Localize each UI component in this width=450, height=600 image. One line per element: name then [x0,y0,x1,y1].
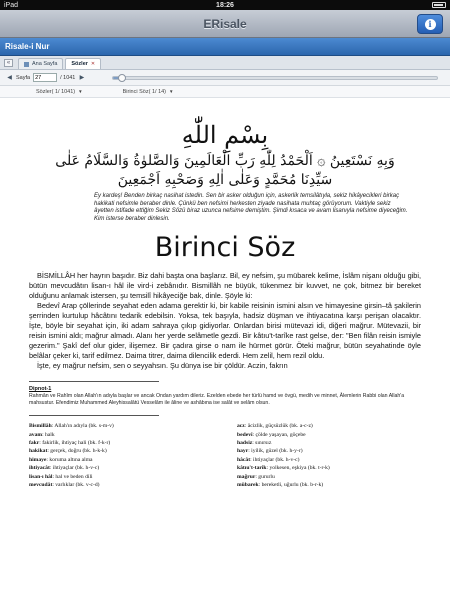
arabic-opening: وَبِهِ نَسْتَعِينُ ۞ اَلْحَمْدُ لِلّٰهِ رَبِّ الْعَالَمِينَ وَالصَّلوٰةُ وَالسَّلَامُ عَلٰى سَيِّدِنَا مُحَمَّدٍ وَعَلٰى اٰلِهِ وَصَحْبِهِ اَجْمَعِينَ [55,153,395,188]
paragraph: İşte, ey mağrur nefsim, sen o seyyahsın. Şu dünya ise bir çöldür. Aczin, fakrın [37,361,288,370]
collapse-panel-icon[interactable]: « [4,59,13,67]
glossary-entry [29,481,213,489]
glossary-definition: : bereketli, uğurlu (bk. b-r-k) [258,482,324,489]
glossary-definition: : varlıklar (bk. v-c-d) [52,482,100,489]
glossary-definition: : ihtiyaçlar (bk. h-v-c) [49,465,100,472]
footnote-title: Dipnot-1 [29,386,52,392]
tab-bar [0,56,450,70]
glossary-term: Bismillâh [29,423,52,430]
app-title: ERisale [203,16,247,31]
glossary-definition: : iyilik, güzel (bk. h-y-r) [248,448,303,455]
glossary-definition: : hal ve beden dili [52,473,93,480]
document-page [16,98,434,600]
next-page-icon[interactable]: ▶ [79,75,85,81]
glossary-entry [29,431,213,439]
home-icon [24,62,29,67]
footnote-text: Rahmân ve Rahîm olan Allah'ın adıyla başlar ve ancak Ondan yardım dileriz. Ezelden ebede her türlü hamd ve övgü, medih ve minnet, Âlemlerin Rabbi olan Allah'a mahsustur. Efendimiz Muhammed Aleyhissalâtü Vesselâm ile âline ve ashâbına ise salât ve selâm olsun. [29,393,405,406]
glossary-left-column [29,422,213,489]
glossary-entry [237,481,421,489]
status-bar [0,0,450,10]
glossary-term: mübarek [237,482,259,489]
glossary-entry [237,439,421,447]
page-number-input[interactable] [33,73,57,82]
battery-icon [432,2,446,8]
glossary-definition: : âcizlik, güçsüzlük (bk. a-c-z) [244,423,313,430]
section-header [0,38,450,56]
glossary-term: kâtıu't-tarîk [237,465,267,472]
book-selector-label: Sözler( 1/ 1041) [36,88,76,95]
glossary-term: hayr [237,448,249,455]
glossary-entry [29,439,213,447]
glossary-entry [29,473,213,481]
glossary-term: hakikat [29,448,48,455]
glossary-term: mağrur [237,473,256,480]
glossary-entry [237,456,421,464]
glossary-definition: : gerçek, doğru (bk. h-k-k) [47,448,107,455]
book-selector[interactable] [36,89,83,95]
page-title: Birinci Söz [154,232,296,263]
glossary-term: fakr [29,440,40,446]
glossary-term: ihtiyacât [29,465,50,472]
chapter-selector[interactable] [123,89,174,95]
info-icon: i [425,19,436,30]
close-tab-icon[interactable]: ✕ [90,61,96,67]
glossary-definition: : çölde yaşayan, göçebe [252,431,306,438]
page-toolbar [0,70,450,86]
glossary-entry [237,473,421,481]
glossary-definition: : koruma altına alma [46,456,93,463]
paragraph: BİSMİLLÂH her hayrın başıdır. Biz dahi başta ona başlarız. Bil, ey nefsim, şu mübarek kelime, İslâm nişanı olduğu gibi, bütün mevcudâtın lisan-ı hâl ile vird-i zebânıdır. Bismillâh ne büyük, tükenmez bir kuvvet, ne çok, bitmez bir bereket olduğunu anlamak istersen, şu temsilî hikâyeciğe bak, dinle. Şöyle ki: [29,271,421,300]
page-total: / 1041 [60,74,76,81]
footnote-divider [29,381,159,382]
glossary-right-column [237,422,421,489]
glossary-entry [29,464,213,472]
tab-label: Ana Sayfa [32,61,58,67]
glossary-term: mevcudât [29,482,53,489]
glossary-entry [237,431,421,439]
glossary-term: himaye [29,456,47,463]
tab-home[interactable] [18,58,63,69]
section-title: Risale-i Nur [5,42,50,51]
glossary-entry [237,447,421,455]
glossary-entry [29,447,213,455]
paragraph: Bedevî Arap çöllerinde seyahat eden adama gerektir ki, bir kabile reisinin ismini alsın ve himayesine girsin–tâ şakilerin şerrinden kurtulup hâcâtını tedarik edebilsin. Yoksa, tek başıyla, hadsiz düşman ve ihtiyacatına karşı perişan olacaktır. İşte, böyle bir seyahat için, iki adam sahraya çıkıp gidiyorlar. Onlardan birisi mütevazi idi, diğeri mağrur. Mütevazii, bir reisin ismini aldı; mağrur almadı. Alanı her yerde selâmetle gezdi. Bir kâtıu't-tarîke rast gelse, der: "Ben filân reisin ismiyle gezerim." Şakî def olur gider, ilişemez. Bir çadıra girse o nam ile hürmet görür. Öteki mağrur, bütün seyahatinde öyle belâlar çeker ki, tarif edilmez. Daima titrer, daima dilencilik ederdi. Hem zelil, hem rezil oldu. [29,301,421,360]
chapter-selector-label: Birinci Söz( 1/ 14) [122,88,167,95]
chevron-down-icon: ▼ [78,88,83,94]
glossary-definition: : ihtiyaçlar (bk. h-v-c) [250,456,300,463]
glossary-definition: : yolkesen, eşkiya (bk. t-r-k) [266,465,330,472]
glossary-entry [237,464,421,472]
body-text [16,271,434,371]
glossary-entry [29,456,213,464]
glossary-definition: : gururlu [255,473,275,480]
glossary-entry [237,422,421,430]
glossary-term: lisan-ı hâl [29,473,53,480]
intro-paragraph: Ey kardeş! Benden birkaç nasihat istedin. Sen bir asker olduğun için, askerlik temsilâtıyla, sekiz hikâyecikleri birkaç hakikati nefsimle beraber dinle. Çünkü ben nefsimi herkesten ziyade nasihata muhtaç görüyorum. Vaktiyle sekiz âyetten istifade ettiğim Sekiz Sözü biraz uzunca nefsime demiştim. Şimdi kısaca ve avam lisanıyla nefsime diyeceğim. Kim isterse beraber dinlesin. [94,193,408,222]
glossary-entry [29,422,213,430]
info-button[interactable] [417,14,443,34]
glossary-definition: : sınırsız [252,440,272,446]
glossary-definition: : fakirlik, ihtiyaç hali (bk. f-k-r) [39,440,111,446]
clock: 18:26 [216,1,234,9]
glossary-divider [29,415,159,416]
page-slider-knob[interactable] [118,74,126,82]
chevron-down-icon: ▼ [169,88,174,94]
carrier-label: iPad [4,1,19,9]
tab-label: Sözler [71,61,88,67]
bismillah-calligraphy: بِسْمِ اللّٰهِ [181,121,269,149]
glossary-term: bedevî [237,431,253,438]
glossary-term: hadsiz [237,440,253,446]
glossary-term: hâcât [237,456,251,463]
page-slider[interactable] [112,76,438,80]
tab-sozler[interactable] [65,58,101,69]
glossary-definition: : Allah'ın adıyla (bk. s-m-v) [51,423,114,430]
glossary-definition: : halk [42,431,55,438]
location-bar [0,86,450,98]
glossary [29,422,421,489]
prev-page-icon[interactable]: ◀ [7,75,12,81]
navigation-bar [0,10,450,38]
page-label: Sayfa [16,74,31,81]
glossary-term: avam [29,431,43,438]
glossary-term: acz [237,423,245,430]
